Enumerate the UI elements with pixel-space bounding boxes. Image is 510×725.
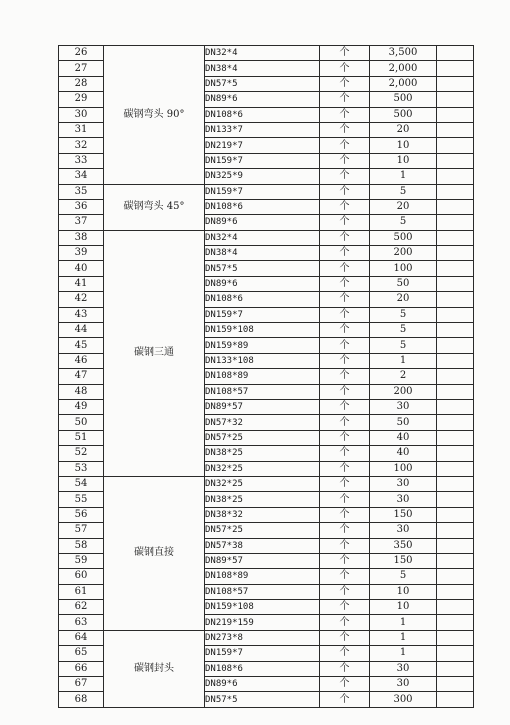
spec-cell: DN89*57 bbox=[205, 553, 320, 568]
unit-cell: 个 bbox=[320, 92, 370, 107]
unit-cell: 个 bbox=[320, 122, 370, 137]
remark-cell bbox=[437, 538, 474, 553]
spec-cell: DN32*4 bbox=[205, 230, 320, 245]
quantity-cell: 100 bbox=[370, 261, 437, 276]
spec-cell: DN108*57 bbox=[205, 584, 320, 599]
row-number-cell: 51 bbox=[59, 430, 104, 445]
spec-cell: DN159*108 bbox=[205, 323, 320, 338]
remark-cell bbox=[437, 169, 474, 184]
row-number-cell: 38 bbox=[59, 230, 104, 245]
row-number-cell: 62 bbox=[59, 600, 104, 615]
unit-cell: 个 bbox=[320, 507, 370, 522]
remark-cell bbox=[437, 353, 474, 368]
row-number-cell: 30 bbox=[59, 107, 104, 122]
spec-cell: DN57*5 bbox=[205, 692, 320, 707]
quantity-cell: 200 bbox=[370, 246, 437, 261]
row-number-cell: 58 bbox=[59, 538, 104, 553]
unit-cell: 个 bbox=[320, 476, 370, 491]
quantity-cell: 10 bbox=[370, 584, 437, 599]
remark-cell bbox=[437, 307, 474, 322]
table-row bbox=[59, 230, 474, 245]
unit-cell: 个 bbox=[320, 646, 370, 661]
remark-cell bbox=[437, 692, 474, 707]
spec-cell: DN108*6 bbox=[205, 107, 320, 122]
spec-cell: DN325*9 bbox=[205, 169, 320, 184]
quantity-cell: 500 bbox=[370, 107, 437, 122]
remark-cell bbox=[437, 184, 474, 199]
row-number-cell: 64 bbox=[59, 630, 104, 645]
spec-cell: DN159*7 bbox=[205, 184, 320, 199]
remark-cell bbox=[437, 446, 474, 461]
quantity-cell: 5 bbox=[370, 215, 437, 230]
spec-cell: DN57*5 bbox=[205, 76, 320, 91]
row-number-cell: 43 bbox=[59, 307, 104, 322]
quantity-cell: 5 bbox=[370, 323, 437, 338]
quantity-cell: 1 bbox=[370, 353, 437, 368]
row-number-cell: 36 bbox=[59, 199, 104, 214]
row-number-cell: 46 bbox=[59, 353, 104, 368]
row-number-cell: 52 bbox=[59, 446, 104, 461]
unit-cell: 个 bbox=[320, 461, 370, 476]
quantity-cell: 5 bbox=[370, 307, 437, 322]
unit-cell: 个 bbox=[320, 692, 370, 707]
unit-cell: 个 bbox=[320, 600, 370, 615]
remark-cell bbox=[437, 292, 474, 307]
quantity-cell: 1 bbox=[370, 646, 437, 661]
spec-cell: DN57*25 bbox=[205, 523, 320, 538]
row-number-cell: 33 bbox=[59, 153, 104, 168]
spec-cell: DN133*7 bbox=[205, 122, 320, 137]
quantity-cell: 1 bbox=[370, 630, 437, 645]
quantity-cell: 50 bbox=[370, 276, 437, 291]
unit-cell: 个 bbox=[320, 46, 370, 61]
quantity-cell: 30 bbox=[370, 492, 437, 507]
quantity-cell: 5 bbox=[370, 338, 437, 353]
row-number-cell: 60 bbox=[59, 569, 104, 584]
remark-cell bbox=[437, 384, 474, 399]
spec-cell: DN57*38 bbox=[205, 538, 320, 553]
row-number-cell: 34 bbox=[59, 169, 104, 184]
quantity-cell: 1 bbox=[370, 169, 437, 184]
unit-cell: 个 bbox=[320, 615, 370, 630]
remark-cell bbox=[437, 461, 474, 476]
table-row bbox=[59, 630, 474, 645]
remark-cell bbox=[437, 46, 474, 61]
row-number-cell: 37 bbox=[59, 215, 104, 230]
unit-cell: 个 bbox=[320, 384, 370, 399]
unit-cell: 个 bbox=[320, 523, 370, 538]
remark-cell bbox=[437, 122, 474, 137]
spec-cell: DN159*7 bbox=[205, 153, 320, 168]
spec-cell: DN38*4 bbox=[205, 246, 320, 261]
row-number-cell: 32 bbox=[59, 138, 104, 153]
spec-cell: DN159*108 bbox=[205, 600, 320, 615]
row-number-cell: 65 bbox=[59, 646, 104, 661]
remark-cell bbox=[437, 76, 474, 91]
quantity-cell: 10 bbox=[370, 600, 437, 615]
spec-cell: DN32*25 bbox=[205, 476, 320, 491]
quantity-cell: 30 bbox=[370, 476, 437, 491]
unit-cell: 个 bbox=[320, 61, 370, 76]
spec-cell: DN159*7 bbox=[205, 646, 320, 661]
quantity-cell: 20 bbox=[370, 292, 437, 307]
spec-cell: DN38*4 bbox=[205, 61, 320, 76]
row-number-cell: 29 bbox=[59, 92, 104, 107]
quantity-cell: 10 bbox=[370, 153, 437, 168]
spec-cell: DN57*25 bbox=[205, 430, 320, 445]
row-number-cell: 61 bbox=[59, 584, 104, 599]
unit-cell: 个 bbox=[320, 584, 370, 599]
row-number-cell: 42 bbox=[59, 292, 104, 307]
materials-table bbox=[58, 45, 474, 708]
quantity-cell: 350 bbox=[370, 538, 437, 553]
quantity-cell: 150 bbox=[370, 507, 437, 522]
spec-cell: DN108*89 bbox=[205, 569, 320, 584]
unit-cell: 个 bbox=[320, 323, 370, 338]
unit-cell: 个 bbox=[320, 430, 370, 445]
quantity-cell: 20 bbox=[370, 199, 437, 214]
row-number-cell: 56 bbox=[59, 507, 104, 522]
row-number-cell: 63 bbox=[59, 615, 104, 630]
remark-cell bbox=[437, 630, 474, 645]
row-number-cell: 53 bbox=[59, 461, 104, 476]
spec-cell: DN89*57 bbox=[205, 399, 320, 414]
spec-cell: DN32*25 bbox=[205, 461, 320, 476]
remark-cell bbox=[437, 369, 474, 384]
quantity-cell: 2,000 bbox=[370, 76, 437, 91]
item-name-cell: 碳钢弯头 90° bbox=[104, 46, 205, 185]
quantity-cell: 30 bbox=[370, 677, 437, 692]
quantity-cell: 2 bbox=[370, 369, 437, 384]
spec-cell: DN89*6 bbox=[205, 677, 320, 692]
unit-cell: 个 bbox=[320, 677, 370, 692]
quantity-cell: 5 bbox=[370, 569, 437, 584]
spec-cell: DN108*89 bbox=[205, 369, 320, 384]
remark-cell bbox=[437, 492, 474, 507]
row-number-cell: 66 bbox=[59, 661, 104, 676]
spec-cell: DN38*25 bbox=[205, 492, 320, 507]
row-number-cell: 68 bbox=[59, 692, 104, 707]
unit-cell: 个 bbox=[320, 184, 370, 199]
remark-cell bbox=[437, 646, 474, 661]
quantity-cell: 50 bbox=[370, 415, 437, 430]
spec-cell: DN38*25 bbox=[205, 446, 320, 461]
remark-cell bbox=[437, 107, 474, 122]
row-number-cell: 54 bbox=[59, 476, 104, 491]
row-number-cell: 47 bbox=[59, 369, 104, 384]
remark-cell bbox=[437, 430, 474, 445]
unit-cell: 个 bbox=[320, 107, 370, 122]
unit-cell: 个 bbox=[320, 292, 370, 307]
unit-cell: 个 bbox=[320, 138, 370, 153]
quantity-cell: 5 bbox=[370, 184, 437, 199]
unit-cell: 个 bbox=[320, 630, 370, 645]
remark-cell bbox=[437, 61, 474, 76]
remark-cell bbox=[437, 92, 474, 107]
remark-cell bbox=[437, 507, 474, 522]
remark-cell bbox=[437, 584, 474, 599]
spec-cell: DN133*108 bbox=[205, 353, 320, 368]
row-number-cell: 31 bbox=[59, 122, 104, 137]
unit-cell: 个 bbox=[320, 76, 370, 91]
remark-cell bbox=[437, 215, 474, 230]
quantity-cell: 30 bbox=[370, 523, 437, 538]
row-number-cell: 48 bbox=[59, 384, 104, 399]
remark-cell bbox=[437, 338, 474, 353]
remark-cell bbox=[437, 399, 474, 414]
remark-cell bbox=[437, 153, 474, 168]
remark-cell bbox=[437, 523, 474, 538]
spec-cell: DN159*7 bbox=[205, 307, 320, 322]
unit-cell: 个 bbox=[320, 215, 370, 230]
spec-cell: DN89*6 bbox=[205, 215, 320, 230]
item-name-cell: 碳钢三通 bbox=[104, 230, 205, 476]
unit-cell: 个 bbox=[320, 307, 370, 322]
spec-cell: DN57*5 bbox=[205, 261, 320, 276]
quantity-cell: 3,500 bbox=[370, 46, 437, 61]
unit-cell: 个 bbox=[320, 246, 370, 261]
spec-cell: DN159*89 bbox=[205, 338, 320, 353]
spec-cell: DN219*7 bbox=[205, 138, 320, 153]
unit-cell: 个 bbox=[320, 415, 370, 430]
quantity-cell: 30 bbox=[370, 661, 437, 676]
unit-cell: 个 bbox=[320, 399, 370, 414]
unit-cell: 个 bbox=[320, 353, 370, 368]
row-number-cell: 41 bbox=[59, 276, 104, 291]
unit-cell: 个 bbox=[320, 446, 370, 461]
row-number-cell: 40 bbox=[59, 261, 104, 276]
row-number-cell: 39 bbox=[59, 246, 104, 261]
remark-cell bbox=[437, 615, 474, 630]
quantity-cell: 40 bbox=[370, 446, 437, 461]
remark-cell bbox=[437, 138, 474, 153]
spec-cell: DN108*57 bbox=[205, 384, 320, 399]
row-number-cell: 67 bbox=[59, 677, 104, 692]
row-number-cell: 27 bbox=[59, 61, 104, 76]
table-row bbox=[59, 476, 474, 491]
remark-cell bbox=[437, 677, 474, 692]
unit-cell: 个 bbox=[320, 199, 370, 214]
remark-cell bbox=[437, 476, 474, 491]
spec-cell: DN89*6 bbox=[205, 92, 320, 107]
spec-cell: DN38*32 bbox=[205, 507, 320, 522]
row-number-cell: 50 bbox=[59, 415, 104, 430]
unit-cell: 个 bbox=[320, 261, 370, 276]
spec-cell: DN89*6 bbox=[205, 276, 320, 291]
spec-cell: DN108*6 bbox=[205, 199, 320, 214]
remark-cell bbox=[437, 323, 474, 338]
row-number-cell: 28 bbox=[59, 76, 104, 91]
quantity-cell: 40 bbox=[370, 430, 437, 445]
quantity-cell: 1 bbox=[370, 615, 437, 630]
item-name-cell: 碳钢封头 bbox=[104, 630, 205, 707]
row-number-cell: 59 bbox=[59, 553, 104, 568]
quantity-cell: 500 bbox=[370, 92, 437, 107]
remark-cell bbox=[437, 199, 474, 214]
unit-cell: 个 bbox=[320, 153, 370, 168]
row-number-cell: 57 bbox=[59, 523, 104, 538]
unit-cell: 个 bbox=[320, 338, 370, 353]
unit-cell: 个 bbox=[320, 276, 370, 291]
row-number-cell: 55 bbox=[59, 492, 104, 507]
unit-cell: 个 bbox=[320, 169, 370, 184]
remark-cell bbox=[437, 276, 474, 291]
remark-cell bbox=[437, 600, 474, 615]
row-number-cell: 45 bbox=[59, 338, 104, 353]
spec-cell: DN108*6 bbox=[205, 292, 320, 307]
remark-cell bbox=[437, 569, 474, 584]
quantity-cell: 150 bbox=[370, 553, 437, 568]
table-row bbox=[59, 184, 474, 199]
unit-cell: 个 bbox=[320, 569, 370, 584]
remark-cell bbox=[437, 553, 474, 568]
unit-cell: 个 bbox=[320, 230, 370, 245]
remark-cell bbox=[437, 230, 474, 245]
quantity-cell: 100 bbox=[370, 461, 437, 476]
quantity-cell: 20 bbox=[370, 122, 437, 137]
remark-cell bbox=[437, 415, 474, 430]
quantity-cell: 2,000 bbox=[370, 61, 437, 76]
spec-cell: DN57*32 bbox=[205, 415, 320, 430]
quantity-cell: 200 bbox=[370, 384, 437, 399]
spec-cell: DN108*6 bbox=[205, 661, 320, 676]
remark-cell bbox=[437, 261, 474, 276]
spec-cell: DN219*159 bbox=[205, 615, 320, 630]
spec-cell: DN32*4 bbox=[205, 46, 320, 61]
table-row bbox=[59, 46, 474, 61]
quantity-cell: 10 bbox=[370, 138, 437, 153]
row-number-cell: 44 bbox=[59, 323, 104, 338]
item-name-cell: 碳钢直接 bbox=[104, 476, 205, 630]
materials-table-body bbox=[59, 46, 474, 708]
quantity-cell: 30 bbox=[370, 399, 437, 414]
unit-cell: 个 bbox=[320, 538, 370, 553]
row-number-cell: 35 bbox=[59, 184, 104, 199]
remark-cell bbox=[437, 246, 474, 261]
unit-cell: 个 bbox=[320, 492, 370, 507]
row-number-cell: 26 bbox=[59, 46, 104, 61]
quantity-cell: 500 bbox=[370, 230, 437, 245]
unit-cell: 个 bbox=[320, 661, 370, 676]
item-name-cell: 碳钢弯头 45° bbox=[104, 184, 205, 230]
unit-cell: 个 bbox=[320, 553, 370, 568]
unit-cell: 个 bbox=[320, 369, 370, 384]
row-number-cell: 49 bbox=[59, 399, 104, 414]
quantity-cell: 300 bbox=[370, 692, 437, 707]
spec-cell: DN273*8 bbox=[205, 630, 320, 645]
remark-cell bbox=[437, 661, 474, 676]
